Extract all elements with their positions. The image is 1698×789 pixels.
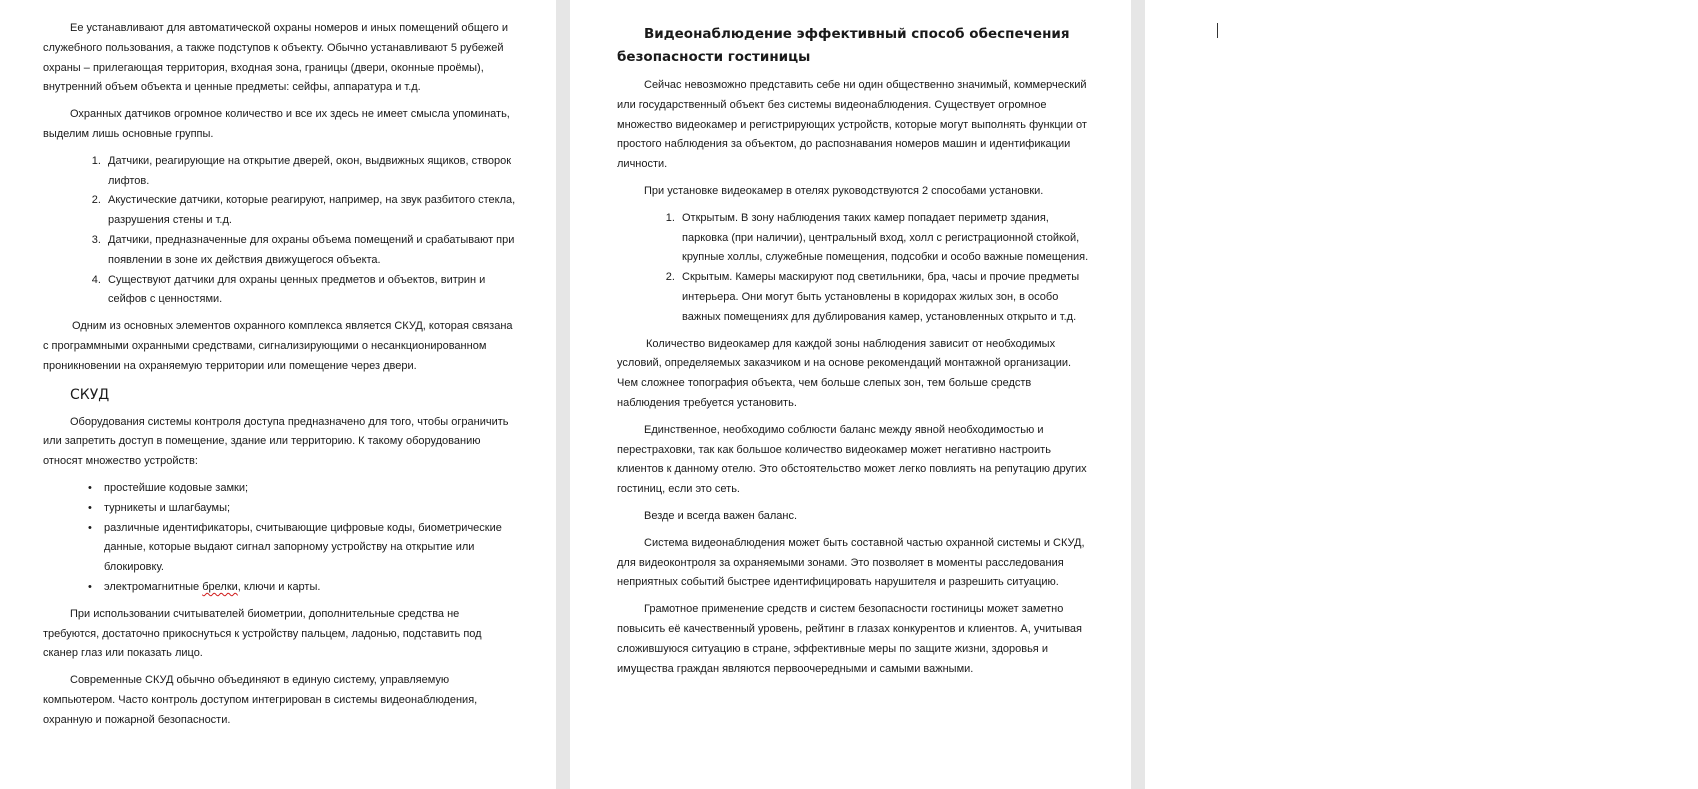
install-method-list xyxy=(617,209,1093,328)
list-item[interactable]: • турникеты и шлагбаумы; xyxy=(104,499,518,519)
document-page-1[interactable] xyxy=(0,0,556,789)
paragraph-alarm-intro[interactable]: Ее устанавливают для автоматической охраны номеров и иных помещений общего и служебного пользования, а также подступов к объекту. Обычно устанавливают 5 рубежей охраны – прилегающая территория, входная зона, границы (двери, оконные проёмы), внутренний объем объекта и ценные предметы: сейфы, аппаратура и т.д. xyxy=(43,22,508,94)
paragraph-video-part-of-security[interactable]: Система видеонаблюдения может быть составной частью охранной системы и СКУД, для видеоконтроля за охраняемыми зонами. Это позволяет в моменты расследования неприятных событий быстрее идентифицировать нарушителя и разрешить ситуацию. xyxy=(617,536,1085,589)
list-item[interactable]: 1. Открытым. В зону наблюдения таких камер попадает периметр здания, парковка (при наличии), центральный вход, холл с регистрационной стойкой, крупные холлы, служебные помещения, подсобки и особо важные помещения. xyxy=(678,209,1093,268)
list-item[interactable] xyxy=(104,578,518,598)
heading-skud[interactable]: СКУД xyxy=(70,386,110,403)
list-item[interactable]: 4. Существуют датчики для охраны ценных предметов и объектов, витрин и сейфов с ценностями. xyxy=(104,271,518,311)
list-item[interactable]: • различные идентификаторы, считывающие цифровые коды, биометрические данные, которые выдают сигнал запорному устройству на открытие или блокировку. xyxy=(104,519,518,578)
paragraph-biometrics[interactable]: При использовании считывателей биометрии, дополнительные средства не требуются, достаточно прикоснуться к устройству пальцем, ладонью, подставить под сканер глаз или показать лицо. xyxy=(43,607,482,660)
heading-video-surveillance[interactable]: Видеонаблюдение эффективный способ обеспечения безопасности гостиницы xyxy=(617,26,1070,65)
paragraph-sensor-groups[interactable]: Охранных датчиков огромное количество и все их здесь не имеет смысла упоминать, выделим лишь основные группы. xyxy=(43,108,510,140)
list-item[interactable]: 2. Акустические датчики, которые реагируют, например, на звук разбитого стекла, разрушения стены и т.д. xyxy=(104,191,518,231)
paragraph-conclusion[interactable]: Грамотное применение средств и систем безопасности гостиницы может заметно повысить её качественный уровень, рейтинг в глазах конкурентов и клиентов. А, учитывая сложившуюся ситуацию в стране, эффективные меры по защите жизни, здоровья и имущества граждан являются первоочередными и самыми важными. xyxy=(617,603,1082,675)
list-item[interactable]: • простейшие кодовые замки; xyxy=(104,479,518,499)
device-list xyxy=(43,479,518,598)
document-page-3[interactable] xyxy=(1145,0,1698,789)
list-item[interactable]: 1. Датчики, реагирующие на открытие дверей, окон, выдвижных ящиков, створок лифтов. xyxy=(104,152,518,192)
paragraph-video-intro[interactable]: Сейчас невозможно представить себе ни один общественно значимый, коммерческий или государственный объект без системы видеонаблюдения. Существует огромное множество видеокамер и регистрирующих устройств, которые могут выполнять функции от простого наблюдения за объектом, до распознавания номеров машин и идентификации личности. xyxy=(617,79,1087,171)
paragraph-balance-short[interactable]: Везде и всегда важен баланс. xyxy=(644,509,798,522)
paragraph-skud-element[interactable]: Одним из основных элементов охранного комплекса является СКУД, которая связана с программными охранными средствами, сигнализирующими о несанкционированном проникновении на охраняемую территории или помещение через двери. xyxy=(43,320,513,372)
list-item[interactable]: 2. Скрытым. Камеры маскируют под светильники, бра, часы и прочие предметы интерьера. Они могут быть установлены в коридорах жилых зон, в особо важных помещениях для дублирования камер, установленных открыто и т.д. xyxy=(678,268,1093,327)
list-item-text: , ключи и карты. xyxy=(237,580,321,593)
text-cursor xyxy=(1217,23,1218,38)
paragraph-camera-count[interactable]: Количество видеокамер для каждой зоны наблюдения зависит от необходимых условий, определяемых заказчиком и на основе рекомендаций монтажной организации. Чем сложнее топография объекта, чем больше слепых зон, тем больше средств наблюдения требуется установить. xyxy=(617,337,1072,409)
paragraph-access-equipment[interactable]: Оборудования системы контроля доступа предназначено для того, чтобы ограничить или запретить доступ в помещение, здание или территорию. К такому оборудованию относят множество устройств: xyxy=(43,415,509,468)
sensor-list xyxy=(43,152,518,310)
list-item[interactable]: 3. Датчики, предназначенные для охраны объема помещений и срабатывают при появлении в зоне их действия движущегося объекта. xyxy=(104,231,518,271)
paragraph-modern-skud[interactable]: Современные СКУД обычно объединяют в единую систему, управляемую компьютером. Часто контроль доступом интегрирован в системы видеонаблюдения, охранную и пожарной безопасности. xyxy=(43,674,478,726)
paragraph-balance[interactable]: Единственное, необходимо соблюсти баланс между явной необходимостью и перестраховки, так как большое количество видеокамер может негативно настроить клиентов к данному отелю. Это обстоятельство может легко повлиять на репутацию других гостиниц, если это сеть. xyxy=(617,423,1087,496)
list-item-text: электромагнитные xyxy=(104,580,203,593)
paragraph-install-methods[interactable]: При установке видеокамер в отелях руководствуются 2 способами установки. xyxy=(644,184,1044,197)
document-page-2[interactable] xyxy=(570,0,1131,789)
spelling-error-word[interactable]: брелки xyxy=(202,580,238,593)
